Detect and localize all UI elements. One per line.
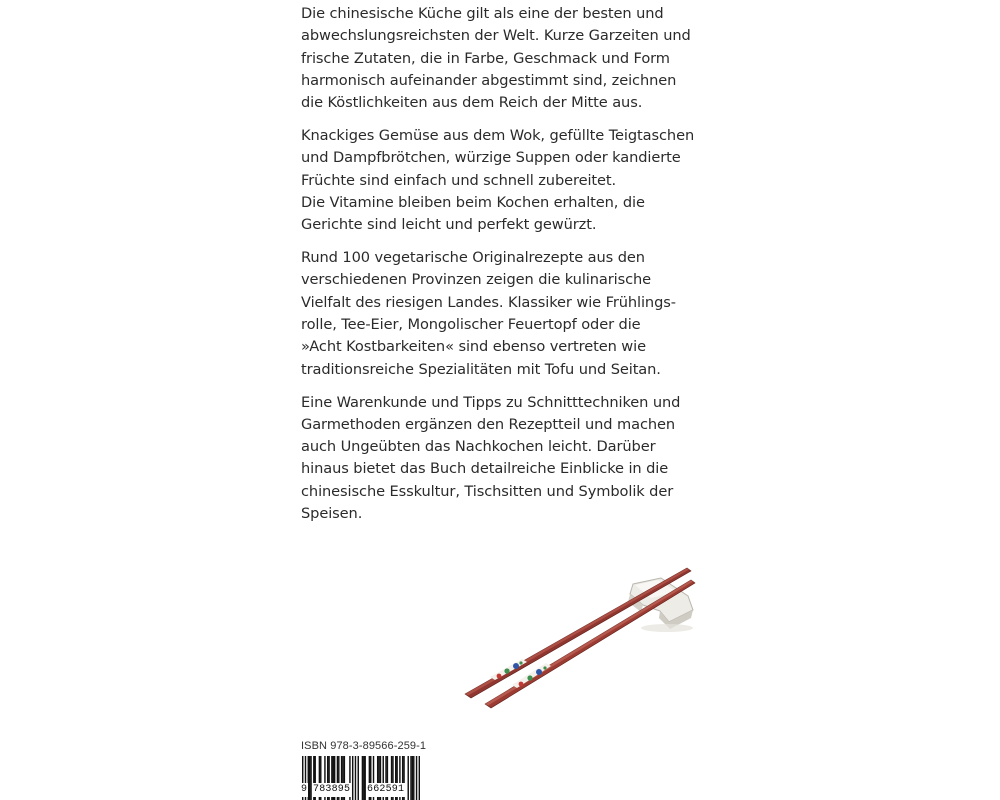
- paragraph-line: Früchte sind einfach und schnell zubereitet.: [301, 171, 617, 189]
- paragraph-line: frische Zutaten, die in Farbe, Geschmack und Form: [301, 49, 670, 67]
- paragraph-line: und Dampfbrötchen, würzige Suppen oder kandierte: [301, 149, 681, 167]
- paragraph-line: traditionsreiche Spezialitäten mit Tofu und Seitan.: [301, 360, 661, 378]
- paragraph-line: Garmethoden ergänzen den Rezeptteil und machen: [301, 415, 676, 433]
- decor-band-back: [490, 659, 527, 680]
- paragraph-line: Gerichte sind leicht und perfekt gewürzt.: [301, 216, 597, 234]
- paragraph: [301, 3, 701, 114]
- paragraph-line: »Acht Kostbarkeiten« sind ebenso vertreten wie: [301, 338, 646, 356]
- paragraph-line: Eine Warenkunde und Tipps zu Schnitttechniken und: [301, 393, 681, 411]
- barcode-left-digits: 783895: [313, 784, 351, 795]
- chopsticks-illustration: [455, 562, 700, 712]
- paragraph-line: verschiedenen Provinzen zeigen die kulinarische: [301, 271, 652, 289]
- chopstick-front: [485, 580, 695, 708]
- paragraph-line: rolle, Tee-Eier, Mongolischer Feuertopf oder die: [301, 316, 641, 334]
- paragraph-line: die Köstlichkeiten aus dem Reich der Mitte aus.: [301, 94, 643, 112]
- barcode-first-digit: 9: [301, 784, 308, 795]
- paragraph: [301, 392, 701, 526]
- paragraph: [301, 247, 701, 381]
- paragraph-line: chinesische Esskultur, Tischsitten und Symbolik der: [301, 482, 674, 500]
- paragraph-line: Die chinesische Küche gilt als eine der besten und: [301, 5, 664, 22]
- paragraph-line: Speisen.: [301, 505, 363, 523]
- barcode-right-digits: 662591: [367, 784, 405, 795]
- paragraph: [301, 125, 701, 236]
- paragraph-line: hinaus bietet das Buch detailreiche Einblicke in die: [301, 460, 669, 478]
- chopstick-back: [465, 568, 691, 698]
- paragraph-line: harmonisch aufeinander abgestimmt sind, zeichnen: [301, 71, 677, 89]
- paragraph-line: Die Vitamine bleiben beim Kochen erhalten, die: [301, 193, 645, 211]
- paragraph-line: Rund 100 vegetarische Originalrezepte aus den: [301, 249, 645, 267]
- paragraph-line: Knackiges Gemüse aus dem Wok, gefüllte Teigtaschen: [301, 127, 695, 145]
- paragraph-line: auch Ungeübten das Nachkochen leicht. Darüber: [301, 438, 656, 456]
- barcode-digits: [300, 783, 422, 797]
- paragraph-line: abwechslungsreichsten der Welt. Kurze Garzeiten und: [301, 27, 691, 45]
- isbn-number: ISBN 978-3-89566-259-1: [301, 740, 427, 752]
- blurb-text: [301, 3, 701, 536]
- paragraph-line: Vielfalt des riesigen Landes. Klassiker wie Frühlings-: [301, 293, 676, 311]
